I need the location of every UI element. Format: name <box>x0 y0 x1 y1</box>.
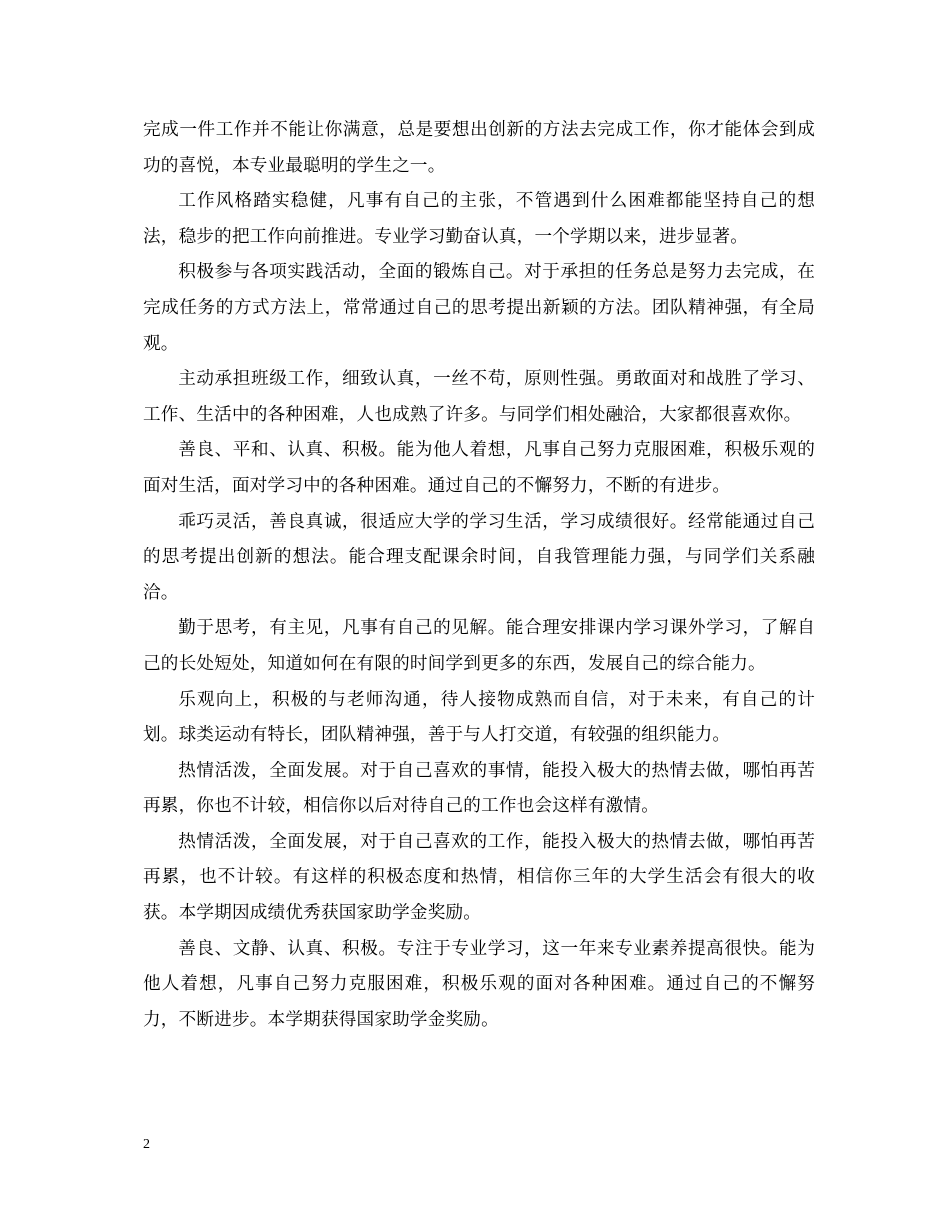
paragraph: 善良、文静、认真、积极。专注于专业学习，这一年来专业素养提高很快。能为他人着想，凡事自己努力克服困难，积极乐观的面对各种困难。通过自己的不懈努力，不断进步。本学期获得国家助学金奖励。 <box>143 938 815 1030</box>
paragraph: 完成一件工作并不能让你满意，总是要想出创新的方法去完成工作，你才能体会到成功的喜悦，本专业最聪明的学生之一。 <box>143 120 815 176</box>
document-body <box>143 113 815 1038</box>
paragraph: 乖巧灵活，善良真诚，很适应大学的学习生活，学习成绩很好。经常能通过自己的思考提出创新的想法。能合理支配课余时间，自我管理能力强，与同学们关系融洽。 <box>143 511 815 603</box>
paragraph: 积极参与各项实践活动，全面的锻炼自己。对于承担的任务总是努力去完成，在完成任务的方式方法上，常常通过自己的思考提出新颖的方法。团队精神强，有全局观。 <box>143 262 815 354</box>
paragraph: 勤于思考，有主见，凡事有自己的见解。能合理安排课内学习课外学习，了解自己的长处短处，知道如何在有限的时间学到更多的东西，发展自己的综合能力。 <box>143 618 815 674</box>
page-number: 2 <box>143 1137 150 1152</box>
paragraph: 热情活泼，全面发展，对于自己喜欢的工作，能投入极大的热情去做，哪怕再苦再累，也不计较。有这样的积极态度和热情，相信你三年的大学生活会有很大的收获。本学期因成绩优秀获国家助学金奖励。 <box>143 831 815 924</box>
paragraph: 乐观向上，积极的与老师沟通，待人接物成熟而自信，对于未来，有自己的计划。球类运动有特长，团队精神强，善于与人打交道，有较强的组织能力。 <box>143 689 815 746</box>
paragraph: 善良、平和、认真、积极。能为他人着想，凡事自己努力克服困难，积极乐观的面对生活，面对学习中的各种困难。通过自己的不懈努力，不断的有进步。 <box>143 440 815 496</box>
paragraph: 主动承担班级工作，细致认真，一丝不苟，原则性强。勇敢面对和战胜了学习、工作、生活中的各种困难，人也成熟了许多。与同学们相处融洽，大家都很喜欢你。 <box>143 369 815 425</box>
paragraph: 工作风格踏实稳健，凡事有自己的主张，不管遇到什么困难都能坚持自己的想法，稳步的把工作向前推进。专业学习勤奋认真，一个学期以来，进步显著。 <box>143 191 815 247</box>
paragraph: 热情活泼，全面发展。对于自己喜欢的事情，能投入极大的热情去做，哪怕再苦再累，你也不计较，相信你以后对待自己的工作也会这样有激情。 <box>143 760 815 817</box>
